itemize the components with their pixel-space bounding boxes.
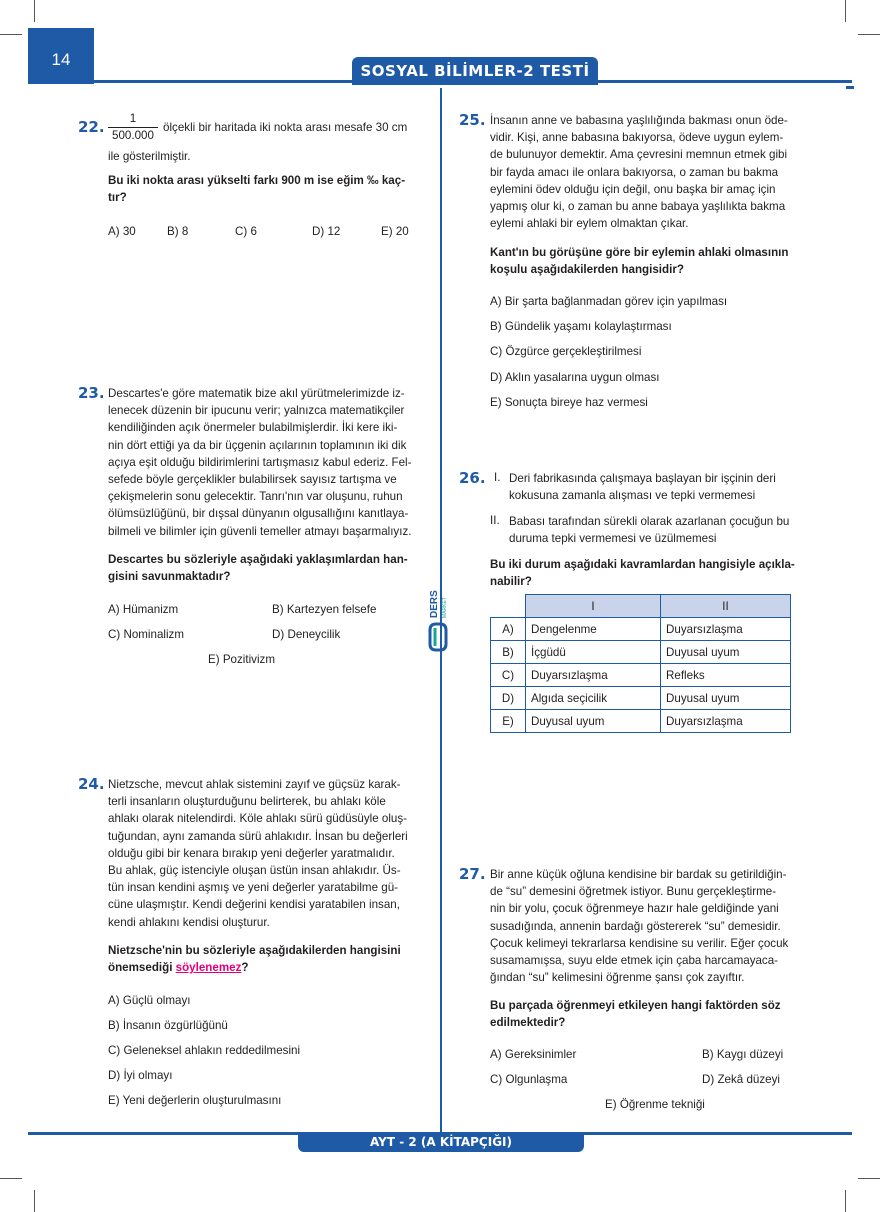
- page-number: 14: [51, 50, 71, 69]
- option-d[interactable]: D) Aklın yasalarına uygun olması: [490, 371, 660, 384]
- option-b[interactable]: B) 8: [167, 225, 189, 238]
- q25-question: Kant'ın bu görüşüne göre bir eylemin ahlaki olmasının koşulu aşağıdakilerden hangisidir?: [490, 246, 789, 277]
- logo-line2: MARKET: [442, 597, 448, 618]
- table-header-row: [491, 595, 791, 618]
- option-c[interactable]: C) Olgunlaşma: [490, 1073, 568, 1086]
- option-c[interactable]: C) Özgürce gerçekleştirilmesi: [490, 345, 642, 358]
- question-number: 23.: [78, 384, 105, 402]
- crop-mark: [34, 1190, 35, 1212]
- question-number: 26.: [459, 469, 486, 487]
- crop-mark: [858, 1178, 880, 1179]
- fraction-denominator: 500.000: [112, 129, 154, 142]
- table-cell: Duyusal uyum: [526, 710, 661, 733]
- answer-table: [490, 594, 791, 733]
- crop-mark: [845, 1190, 846, 1212]
- row-label: D): [491, 687, 526, 710]
- table-cell: Duyusal uyum: [661, 687, 791, 710]
- option-b[interactable]: B) Kaygı düzeyi: [702, 1048, 784, 1061]
- crop-mark: [845, 0, 846, 22]
- option-c[interactable]: C) Nominalizm: [108, 628, 185, 641]
- crop-mark: [34, 0, 35, 22]
- option-a[interactable]: A) Gereksinimler: [490, 1048, 577, 1061]
- option-e[interactable]: E) Yeni değerlerin oluşturulmasını: [108, 1094, 282, 1107]
- table-row[interactable]: [491, 641, 791, 664]
- option-e[interactable]: E) Sonuçta bireye haz vermesi: [490, 396, 648, 409]
- header-dash: [846, 86, 854, 89]
- logo-line1: DERS: [429, 590, 440, 618]
- question-number: 22.: [78, 118, 105, 136]
- booklet-label: AYT - 2 (A KİTAPÇIĞI): [298, 1132, 584, 1152]
- option-d[interactable]: D) Deneycilik: [272, 628, 341, 641]
- item-label: I.: [494, 471, 501, 484]
- option-b[interactable]: B) Kartezyen felsefe: [272, 603, 377, 616]
- q26-item1: Deri fabrikasında çalışmaya başlayan bir işçinin deri kokusuna zamanla alışması ve tepki vermemesi: [509, 472, 776, 503]
- fraction-numerator: 1: [129, 112, 137, 125]
- table-row[interactable]: [491, 710, 791, 733]
- option-b[interactable]: B) Gündelik yaşamı kolaylaştırması: [490, 320, 672, 333]
- table-cell: Dengelenme: [526, 618, 661, 641]
- table-cell: Refleks: [661, 664, 791, 687]
- option-c[interactable]: C) 6: [235, 225, 257, 238]
- ders-market-logo: [424, 570, 458, 654]
- row-label: B): [491, 641, 526, 664]
- q27-body: Bir anne küçük oğluna kendisine bir bardak su getirildiğin- de “su” demesini öğretmek istiyor. Bunu gerçekleştirme- nin bir yolu, çocuk öğrenmeye hazır hale geldiğinde yani susadığında, annenin bardağı göstererek “su” demesidir. Çocuk kelimeyi tekrarlarsa kendisine su verilir. Eğer çocuk susamamışsa, suyu elde etmek için çaba harcamayaca- ğından “su” kelimesini öğrenme şansı çok zayıftır.: [490, 868, 789, 985]
- page-number-box: [28, 28, 94, 84]
- q27-question: Bu parçada öğrenmeyi etkileyen hangi faktörden söz edilmektedir?: [490, 999, 781, 1030]
- row-label: E): [491, 710, 526, 733]
- option-c[interactable]: C) Geleneksel ahlakın reddedilmesini: [108, 1044, 301, 1057]
- option-d[interactable]: D) İyi olmayı: [108, 1069, 173, 1082]
- option-d[interactable]: D) Zekâ düzeyi: [702, 1073, 780, 1086]
- table-cell: Duyarsızlaşma: [661, 618, 791, 641]
- q25-body: İnsanın anne ve babasına yaşlılığında bakması onun öde- vidir. Kişi, anne babasına bakıyorsa, ödeve uygun eylem- de bulunuyor demektir. Ama çevresini memnun etmek gibi bir fayda amacı ile onlara bakıyorsa, o zaman bu bakma eylemini ödev olduğu için değil, onu başka bir amaç için yapmış olur ki, o zaman bu anne babaya yaşlılıkta bakma eylemi ahlaki bir eylem olmaktan çıkar.: [490, 114, 788, 231]
- table-corner: [491, 595, 526, 618]
- item-label: II.: [490, 514, 500, 527]
- crop-mark: [858, 34, 880, 35]
- table-cell: Algıda seçicilik: [526, 687, 661, 710]
- option-d[interactable]: D) 12: [312, 225, 341, 238]
- negation-highlight: söylenemez: [175, 961, 242, 975]
- table-cell: Duyarsızlaşma: [661, 710, 791, 733]
- q26-item2: Babası tarafından sürekli olarak azarlanan çocuğun bu duruma tepki vermemesi ve üzülmemesi: [509, 515, 790, 546]
- q24-question: Nietzsche'nin bu sözleriyle aşağıdakilerden hangisini önemsediği söylenemez?: [108, 944, 401, 975]
- table-cell: Duyarsızlaşma: [526, 664, 661, 687]
- option-a[interactable]: A) Güçlü olmayı: [108, 994, 191, 1007]
- option-e[interactable]: E) Pozitivizm: [208, 653, 275, 666]
- crop-mark: [0, 1178, 22, 1179]
- table-cell: Duyusal uyum: [661, 641, 791, 664]
- q23-question: Descartes bu sözleriyle aşağıdaki yaklaşımlardan han- gisini savunmaktadır?: [108, 553, 408, 584]
- q22-text: ile gösterilmiştir.: [108, 150, 191, 163]
- option-b[interactable]: B) İnsanın özgürlüğünü: [108, 1019, 228, 1032]
- question-number: 25.: [459, 111, 486, 129]
- q26-question: Bu iki durum aşağıdaki kavramlardan hangisiyle açıkla- nabilir?: [490, 558, 795, 589]
- q23-body: Descartes'e göre matematik bize akıl yürütmelerimizde iz- lenecek düzenin bir ipucunu verir; yalnızca matematikçiler kendiliğinden açık önermeler bulabilmişlerdir. İki kere iki- nin dört ettiği ya da bir üçgenin açılarının toplamının iki dik açıya eşit olduğu bildirimlerini tartışmasız kabul ederiz. Fel- sefede böyle gerçeklikler bulabilirsek sayısız tartışma ve çekişmelerin sonu gelecektir. Tanrı'nın var oluşunu, ruhun ölümsüzlüğünü, bir dışsal dünyanın olgusallığını kanıtlaya- bilmeli ve bilimler için güvenli temeller atmayı başarmalıyız.: [108, 387, 412, 538]
- crop-mark: [0, 34, 22, 35]
- option-e[interactable]: E) 20: [381, 225, 409, 238]
- row-label: A): [491, 618, 526, 641]
- option-e[interactable]: E) Öğrenme tekniği: [605, 1098, 705, 1111]
- option-a[interactable]: A) Hümanizm: [108, 603, 179, 616]
- table-row[interactable]: [491, 664, 791, 687]
- q22-text: ölçekli bir haritada iki nokta arası mesafe 30 cm: [163, 121, 408, 134]
- option-a[interactable]: A) Bir şarta bağlanmadan görev için yapılması: [490, 295, 728, 308]
- question-number: 24.: [78, 775, 105, 793]
- logo-shape-icon: [430, 624, 446, 650]
- column-header: II: [661, 595, 791, 618]
- test-title: SOSYAL BİLİMLER-2 TESTİ: [352, 57, 598, 85]
- table-row[interactable]: [491, 618, 791, 641]
- row-label: C): [491, 664, 526, 687]
- option-a[interactable]: A) 30: [108, 225, 136, 238]
- table-row[interactable]: [491, 687, 791, 710]
- table-cell: İçgüdü: [526, 641, 661, 664]
- column-header: I: [526, 595, 661, 618]
- scale-fraction: [108, 112, 158, 143]
- q24-body: Nietzsche, mevcut ahlak sistemini zayıf ve güçsüz karak- terli insanların oluşturduğunu belirterek, bu ahlakı köle ahlakı olarak nitelendirdi. Köle ahlakı sürü güdüsüyle oluş- tuğundan, aynı zamanda sürü ahlakıdır. İnsan bu değerleri olduğu gibi bir kenara bırakıp yeni değerler yaratmalıdır. Bu ahlak, güç istenciyle oluşan üstün insan ahlakıdır. Üs- tün insan kendini aşmış ve yeni değerler yaratabilme gü- cüne ulaşmıştır. Kendi değerini kendisi yaratabilen insan, kendi ahlakını kendisi oluşturur.: [108, 778, 408, 929]
- q22-question: Bu iki nokta arası yükselti farkı 900 m ise eğim ‰ kaç- tır?: [108, 174, 406, 205]
- question-number: 27.: [459, 865, 486, 883]
